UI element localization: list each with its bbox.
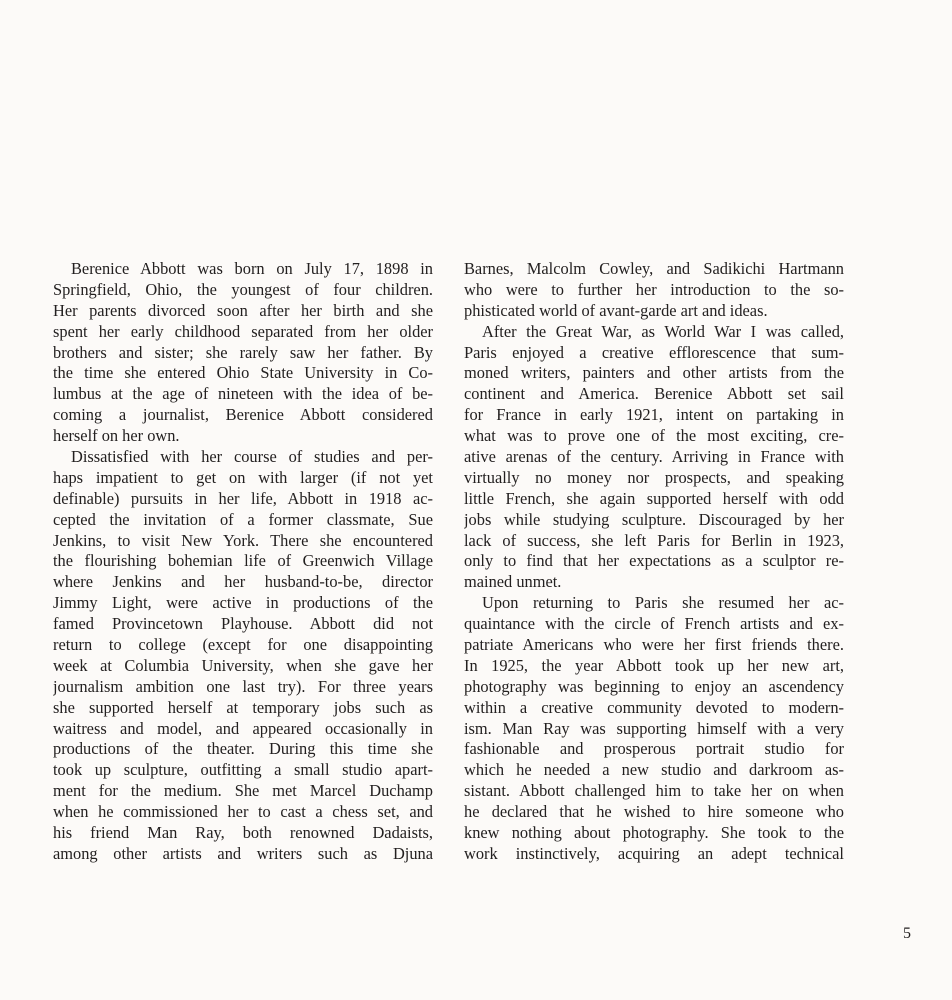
text-line: continent and America. Berenice Abbott set sail bbox=[464, 384, 844, 404]
text-line: week at Columbia University, when she gave her bbox=[53, 655, 433, 675]
text-line: ment for the medium. She met Marcel Duchamp bbox=[53, 781, 433, 801]
text-line: Jenkins, to visit New York. There she encountered bbox=[53, 530, 433, 550]
text-line: little French, she again supported herself with odd bbox=[464, 488, 844, 508]
text-line: definable) pursuits in her life, Abbott in 1918 ac- bbox=[53, 488, 433, 508]
right-column bbox=[464, 259, 844, 865]
text-line: he declared that he wished to hire someone who bbox=[464, 802, 844, 822]
text-line: mained unmet. bbox=[464, 572, 562, 592]
text-line: sistant. Abbott challenged him to take her on when bbox=[464, 781, 844, 801]
text-line: coming a journalist, Berenice Abbott considered bbox=[53, 405, 433, 425]
text-line: herself on her own. bbox=[53, 426, 180, 446]
text-line: when he commissioned her to cast a chess set, and bbox=[53, 802, 433, 822]
text-line: lumbus at the age of nineteen with the idea of be- bbox=[53, 384, 433, 404]
text-line: cepted the invitation of a former classmate, Sue bbox=[53, 509, 433, 529]
text-line: ism. Man Ray was supporting himself with a very bbox=[464, 718, 844, 738]
text-line: Jimmy Light, were active in productions of the bbox=[53, 593, 433, 613]
text-line: jobs while studying sculpture. Discouraged by her bbox=[464, 509, 844, 529]
text-line: phisticated world of avant-garde art and ideas. bbox=[464, 300, 768, 320]
text-line: only to find that her expectations as a sculptor re- bbox=[464, 551, 844, 571]
text-line: Her parents divorced soon after her birth and she bbox=[53, 300, 433, 320]
text-line: fashionable and prosperous portrait studio for bbox=[464, 739, 844, 759]
text-line: After the Great War, as World War I was called, bbox=[482, 321, 844, 341]
text-line: who were to further her introduction to the so- bbox=[464, 279, 844, 299]
text-line: lack of success, she left Paris for Berlin in 1923, bbox=[464, 530, 844, 550]
text-line: Barnes, Malcolm Cowley, and Sadikichi Hartmann bbox=[464, 259, 844, 278]
text-line: knew nothing about photography. She took to the bbox=[464, 823, 844, 843]
text-line: among other artists and writers such as Djuna bbox=[53, 843, 433, 863]
text-line: the time she entered Ohio State University in Co- bbox=[53, 363, 433, 383]
text-line: for France in early 1921, intent on partaking in bbox=[464, 405, 844, 425]
text-line: Berenice Abbott was born on July 17, 1898 in bbox=[71, 259, 433, 278]
text-line: moned writers, painters and other artists from the bbox=[464, 363, 844, 383]
text-line: spent her early childhood separated from her older bbox=[53, 321, 433, 341]
text-line: took up sculpture, outfitting a small studio apart- bbox=[53, 760, 433, 780]
text-line: ative arenas of the century. Arriving in France with bbox=[464, 447, 844, 467]
text-line: quaintance with the circle of French artists and ex- bbox=[464, 614, 844, 634]
text-line: waitress and model, and appeared occasionally in bbox=[53, 718, 433, 738]
text-line: where Jenkins and her husband-to-be, director bbox=[53, 572, 433, 592]
text-line: Paris enjoyed a creative efflorescence that sum- bbox=[464, 342, 844, 362]
text-line: the flourishing bohemian life of Greenwich Village bbox=[53, 551, 433, 571]
left-column bbox=[53, 259, 433, 865]
text-line: patriate Americans who were her first friends there. bbox=[464, 635, 844, 655]
text-line: work instinctively, acquiring an adept technical bbox=[464, 843, 844, 863]
text-line: she supported herself at temporary jobs such as bbox=[53, 697, 433, 717]
text-line: productions of the theater. During this time she bbox=[53, 739, 433, 759]
text-line: In 1925, the year Abbott took up her new art, bbox=[464, 655, 844, 675]
text-line: famed Provincetown Playhouse. Abbott did not bbox=[53, 614, 433, 634]
text-line: what was to prove one of the most exciting, cre- bbox=[464, 426, 844, 446]
text-line: Upon returning to Paris she resumed her ac- bbox=[482, 593, 844, 613]
text-line: Dissatisfied with her course of studies and per- bbox=[71, 447, 433, 467]
text-line: return to college (except for one disappointing bbox=[53, 635, 433, 655]
text-line: brothers and sister; she rarely saw her father. By bbox=[53, 342, 433, 362]
page-number: 5 bbox=[903, 925, 911, 942]
text-line: which he needed a new studio and darkroom as- bbox=[464, 760, 844, 780]
text-line: his friend Man Ray, both renowned Dadaists, bbox=[53, 823, 433, 843]
text-line: haps impatient to get on with larger (if not yet bbox=[53, 467, 433, 487]
text-line: within a creative community devoted to modern- bbox=[464, 697, 844, 717]
text-line: journalism ambition one last try). For three years bbox=[53, 676, 433, 696]
text-line: photography was beginning to enjoy an ascendency bbox=[464, 676, 844, 696]
text-line: virtually no money nor prospects, and speaking bbox=[464, 467, 844, 487]
text-line: Springfield, Ohio, the youngest of four children. bbox=[53, 279, 433, 299]
